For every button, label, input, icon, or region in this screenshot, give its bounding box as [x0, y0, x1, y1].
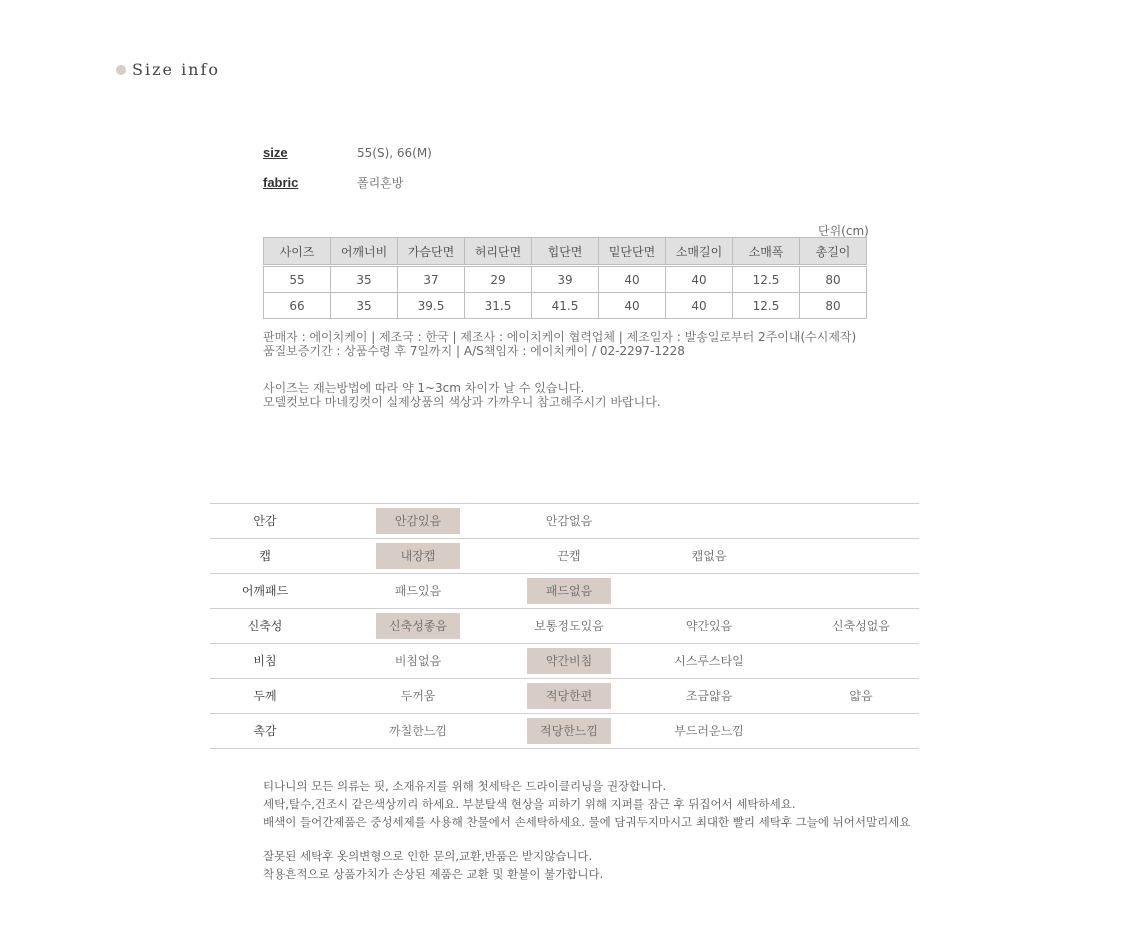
attribute-option-selected: 패드없음 — [527, 578, 611, 604]
table-cell: 41.5 — [532, 293, 599, 319]
unit-label: 단위(cm) — [818, 224, 869, 238]
table-cell: 40 — [666, 267, 733, 293]
size-table-header-row — [264, 238, 867, 265]
attribute-label: 촉감 — [253, 724, 277, 738]
care-note-line: 세탁,탈수,건조시 같은색상끼리 하세요. 부분탈색 현상을 피하기 위해 지퍼를 잠근 후 뒤집어서 세탁하세요. — [263, 797, 796, 811]
attribute-option: 까칠한느낌 — [389, 724, 447, 738]
attribute-label: 신축성 — [247, 619, 283, 633]
attribute-option-selected: 적당한편 — [527, 683, 611, 709]
header-cell: 힙단면 — [532, 238, 599, 265]
attribute-option: 얇음 — [849, 689, 873, 703]
table-cell: 80 — [800, 293, 867, 319]
attribute-row — [210, 644, 919, 679]
spec-fabric-label: fabric — [263, 175, 299, 190]
table-cell: 40 — [599, 267, 666, 293]
attribute-row — [210, 609, 919, 644]
header-cell: 소매길이 — [666, 238, 733, 265]
care-note-line: 티나니의 모든 의류는 핏, 소재유지를 위해 첫세탁은 드라이클리닝을 권장합니다. — [263, 779, 667, 793]
care-notes — [263, 777, 910, 831]
attribute-row — [210, 574, 919, 609]
attribute-option: 부드러운느낌 — [674, 724, 744, 738]
attribute-row — [210, 714, 919, 749]
attribute-label: 안감 — [253, 514, 277, 528]
table-cell: 80 — [800, 267, 867, 293]
size-notes — [263, 381, 661, 409]
attribute-option: 두꺼움 — [400, 689, 436, 703]
care-warning-line: 잘못된 세탁후 옷의변형으로 인한 문의,교환,반품은 받지않습니다. — [263, 849, 593, 863]
attribute-table — [210, 503, 919, 749]
spec-size-label: size — [263, 145, 288, 160]
attribute-label: 캡 — [259, 549, 271, 563]
attribute-option-selected: 약간비침 — [527, 648, 611, 674]
attribute-option: 보통정도있음 — [534, 619, 604, 633]
spec-fabric-value: 폴리혼방 — [357, 176, 404, 190]
care-warnings — [263, 847, 603, 883]
table-cell: 35 — [331, 293, 398, 319]
attribute-option: 끈캡 — [557, 549, 581, 563]
attribute-option: 약간있음 — [685, 619, 733, 633]
header-cell: 밑단단면 — [599, 238, 666, 265]
attribute-option: 비침없음 — [394, 654, 442, 668]
attribute-option-selected: 적당한느낌 — [527, 718, 611, 744]
attribute-option-selected: 내장캡 — [376, 543, 460, 569]
attribute-row — [210, 504, 919, 539]
table-cell: 35 — [331, 267, 398, 293]
table-row — [264, 267, 867, 293]
table-row — [264, 293, 867, 319]
spec-size-value: 55(S), 66(M) — [357, 146, 432, 160]
attribute-row — [210, 539, 919, 574]
attribute-option: 캡없음 — [691, 549, 727, 563]
table-cell: 66 — [264, 293, 331, 319]
table-cell: 55 — [264, 267, 331, 293]
table-cell: 39.5 — [398, 293, 465, 319]
section-heading — [116, 60, 220, 79]
bullet-dot-icon — [116, 65, 126, 75]
table-cell: 39 — [532, 267, 599, 293]
header-cell: 가슴단면 — [398, 238, 465, 265]
size-note-line: 사이즈는 재는방법에 따라 약 1~3cm 차이가 날 수 있습니다. — [263, 381, 585, 395]
table-cell: 40 — [666, 293, 733, 319]
attribute-label: 두께 — [253, 689, 277, 703]
section-title: Size info — [132, 60, 221, 79]
spec-size — [263, 145, 432, 160]
table-cell: 31.5 — [465, 293, 532, 319]
attribute-option: 조금얇음 — [685, 689, 733, 703]
table-cell: 12.5 — [733, 293, 800, 319]
table-cell: 37 — [398, 267, 465, 293]
attribute-label: 어깨패드 — [241, 584, 289, 598]
table-cell: 40 — [599, 293, 666, 319]
header-cell: 총길이 — [800, 238, 867, 265]
attribute-label: 비침 — [253, 654, 277, 668]
header-cell: 어깨너비 — [331, 238, 398, 265]
table-cell: 29 — [465, 267, 532, 293]
header-cell: 사이즈 — [264, 238, 331, 265]
header-cell: 허리단면 — [465, 238, 532, 265]
size-note-line: 모델컷보다 마네킹컷이 실제상품의 색상과 가까우니 참고해주시기 바랍니다. — [263, 395, 661, 409]
size-table — [263, 237, 867, 319]
header-cell: 소매폭 — [733, 238, 800, 265]
attribute-option-selected: 안감있음 — [376, 508, 460, 534]
attribute-row — [210, 679, 919, 714]
care-warning-line: 착용흔적으로 상품가치가 손상된 제품은 교환 및 환불이 불가합니다. — [263, 867, 604, 881]
attribute-option: 안감없음 — [545, 514, 593, 528]
attribute-option-selected: 신축성좋음 — [376, 613, 460, 639]
seller-info-line: 품질보증기간 : 상품수령 후 7일까지 | A/S책임자 : 에이치케이 / 02-2297-1228 — [263, 344, 685, 358]
seller-info-line: 판매자 : 에이치케이 | 제조국 : 한국 | 제조사 : 에이치케이 협력업체 | 제조일자 : 발송일로부터 2주이내(수시제작) — [263, 330, 857, 344]
attribute-option: 시스루스타일 — [674, 654, 744, 668]
attribute-option: 신축성없음 — [832, 619, 890, 633]
seller-info — [263, 330, 856, 358]
spec-fabric — [263, 174, 403, 191]
table-cell: 12.5 — [733, 267, 800, 293]
attribute-option: 패드있음 — [394, 584, 442, 598]
care-note-line: 배색이 들어간제품은 중성세제를 사용해 찬물에서 손세탁하세요. 물에 담궈두지마시고 최대한 빨리 세탁후 그늘에 뉘어서말리세요 — [263, 815, 911, 829]
